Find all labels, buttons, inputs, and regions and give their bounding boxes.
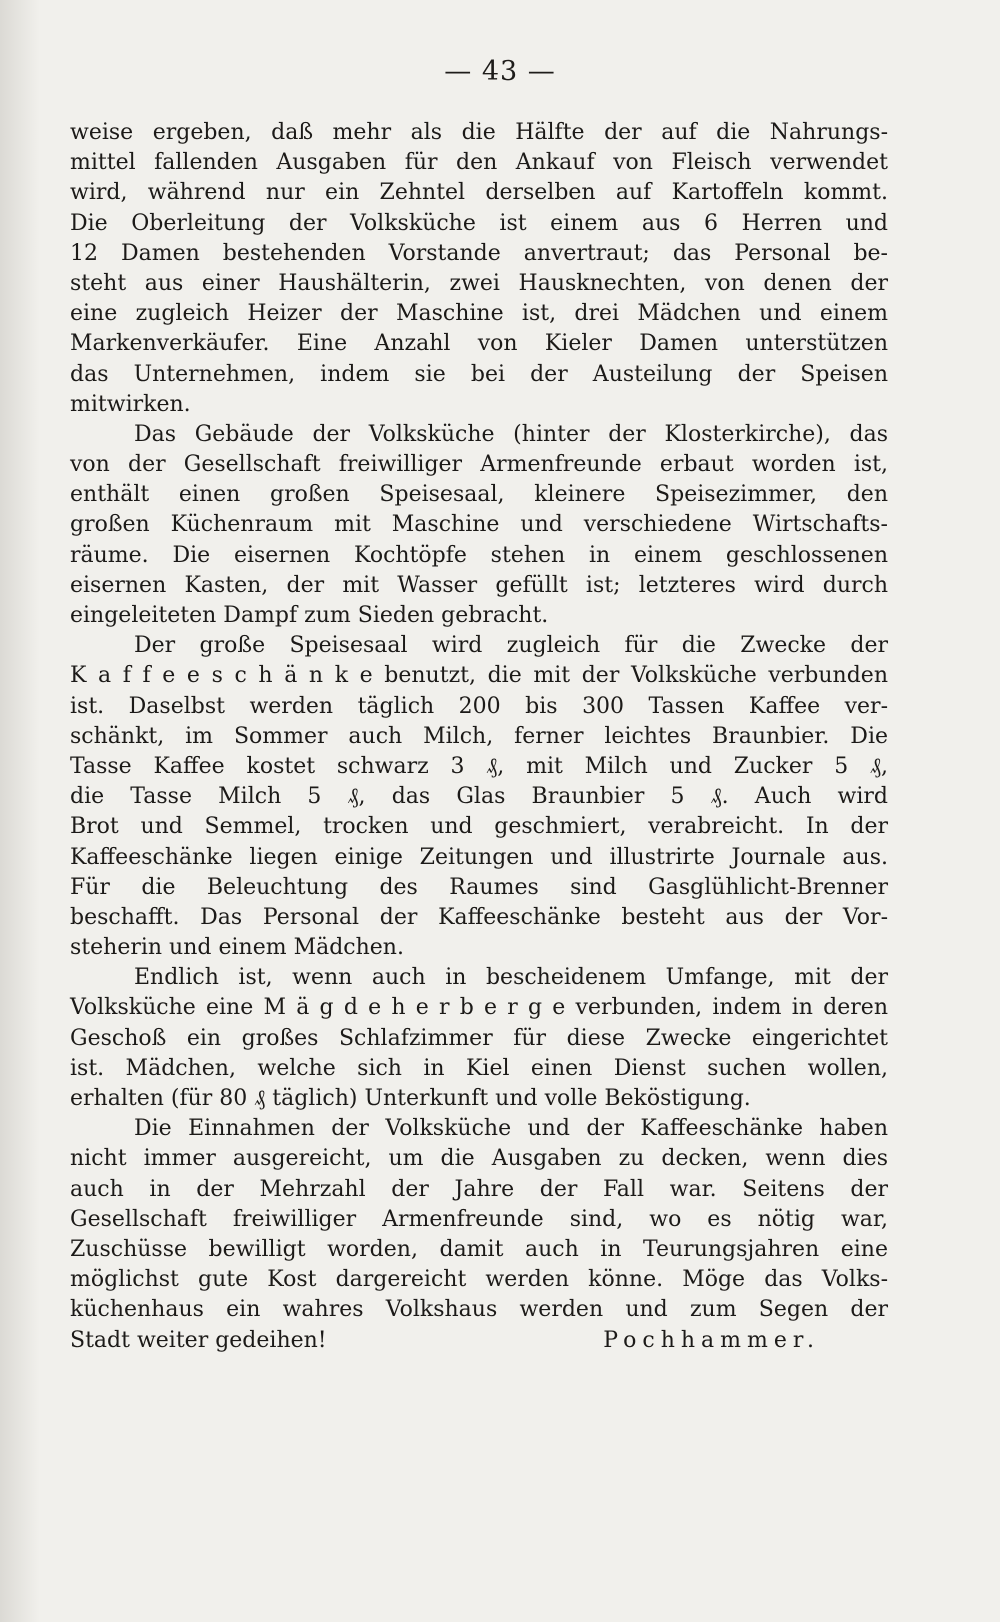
text-line: Volksküche eine M ä g d e h e r b e r g e verbunden, indem in deren: [70, 995, 888, 1021]
text-line: ist. Daselbst werden täglich 200 bis 300 Tassen Kaffee ver-: [70, 693, 888, 719]
text-line: Die Oberleitung der Volksküche ist einem aus 6 Herren und: [70, 210, 888, 236]
text-line: 12 Damen bestehenden Vorstande anvertraut; das Personal be-: [70, 240, 888, 266]
text-line-last: [70, 1326, 888, 1356]
text-line: erhalten (für 80 ₰ täglich) Unterkunft und volle Beköstigung.: [70, 1086, 751, 1111]
text-line: Geschoß ein großes Schlafzimmer für diese Zwecke eingerichtet: [70, 1025, 888, 1051]
author-signature: Pochhammer.: [603, 1327, 820, 1353]
text-line: Kaffeeschänke liegen einige Zeitungen und illustrirte Journale aus.: [70, 844, 888, 870]
text-line: eingeleiteten Dampf zum Sieden gebracht.: [70, 603, 549, 628]
text-line: ist. Mädchen, welche sich in Kiel einen Dienst suchen wollen,: [70, 1055, 888, 1081]
text-line: küchenhaus ein wahres Volkshaus werden und zum Segen der: [70, 1297, 888, 1323]
text-line: enthält einen großen Speisesaal, kleinere Speisezimmer, den: [70, 482, 888, 508]
page-number: — 43 —: [444, 56, 556, 87]
body-text: [70, 118, 888, 1356]
text-line: K a f f e e s c h ä n k e benutzt, die mit der Volksküche verbunden: [70, 663, 888, 689]
text-line: Zuschüsse bewilligt worden, damit auch in Teurungsjahren eine: [70, 1236, 888, 1262]
text-line: eisernen Kasten, der mit Wasser gefüllt ist; letzteres wird durch: [70, 572, 888, 598]
text-line: Gesellschaft freiwilliger Armenfreunde sind, wo es nötig war,: [70, 1206, 888, 1232]
text-line: Endlich ist, wenn auch in bescheidenem Umfange, mit der: [134, 965, 888, 991]
text-line: Der große Speisesaal wird zugleich für die Zwecke der: [134, 633, 888, 659]
text-line: Brot und Semmel, trocken und geschmiert, verabreicht. In der: [70, 814, 888, 840]
text-line: nicht immer ausgereicht, um die Ausgaben zu decken, wenn dies: [70, 1146, 888, 1172]
text-line: die Tasse Milch 5 ₰, das Glas Braunbier 5 ₰. Auch wird: [70, 784, 888, 810]
text-line: schänkt, im Sommer auch Milch, ferner leichtes Braunbier. Die: [70, 723, 888, 749]
text-line: Tasse Kaffee kostet schwarz 3 ₰, mit Milch und Zucker 5 ₰,: [70, 753, 888, 779]
text-line: steherin und einem Mädchen.: [70, 935, 404, 961]
text-line: eine zugleich Heizer der Maschine ist, drei Mädchen und einem: [70, 301, 888, 327]
binding-shadow: [0, 0, 40, 1622]
text-line: Das Gebäude der Volksküche (hinter der Klosterkirche), das: [134, 421, 888, 447]
text-line: mittel fallenden Ausgaben für den Ankauf von Fleisch verwendet: [70, 150, 888, 176]
text-line: räume. Die eisernen Kochtöpfe stehen in einem geschlossenen: [70, 542, 888, 568]
text-line: das Unternehmen, indem sie bei der Austeilung der Speisen: [70, 361, 888, 387]
text-line: von der Gesellschaft freiwilliger Armenfreunde erbaut worden ist,: [70, 452, 888, 478]
text-line: Markenverkäufer. Eine Anzahl von Kieler Damen unterstützen: [70, 331, 888, 357]
text-line: wird, während nur ein Zehntel derselben auf Kartoffeln kommt.: [70, 180, 888, 206]
text-line: steht aus einer Haushälterin, zwei Hausknechten, von denen der: [70, 270, 888, 296]
text-line: mitwirken.: [70, 391, 191, 417]
text-line: möglichst gute Kost dargereicht werden könne. Möge das Volks-: [70, 1267, 888, 1293]
text-line: auch in der Mehrzahl der Jahre der Fall war. Seitens der: [70, 1176, 888, 1202]
text-line: Die Einnahmen der Volksküche und der Kaffeeschänke haben: [134, 1116, 888, 1142]
text-line: weise ergeben, daß mehr als die Hälfte der auf die Nahrungs-: [70, 120, 888, 145]
text-line: beschafft. Das Personal der Kaffeeschänke besteht aus der Vor-: [70, 904, 888, 930]
text-line: Für die Beleuchtung des Raumes sind Gasglühlicht-Brenner: [70, 874, 888, 900]
text-line: großen Küchenraum mit Maschine und verschiedene Wirtschafts-: [70, 512, 888, 538]
closing-text: Stadt weiter gedeihen!: [70, 1327, 327, 1353]
